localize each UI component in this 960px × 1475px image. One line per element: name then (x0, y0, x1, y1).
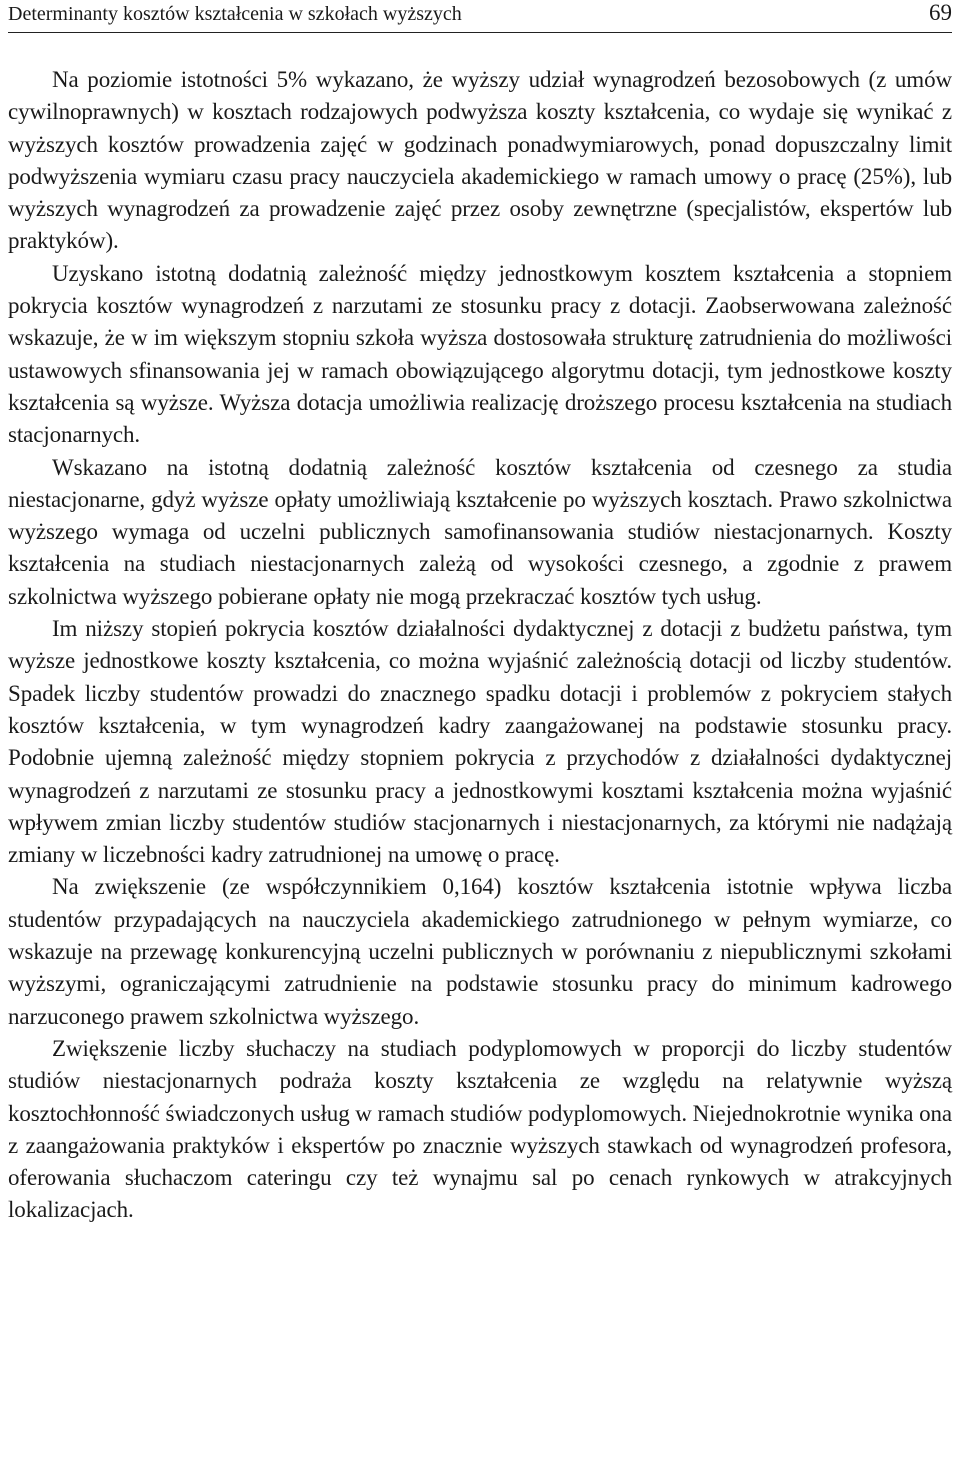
paragraph-3: Wskazano na istotną dodatnią zależność kosztów kształcenia od czesnego za studia niestacjonarne, gdyż wyższe opłaty umożliwiają kształcenie po wyższych kosztach. Prawo szkolnictwa wyższego wymaga od uczelni publicznych samofinansowania studiów niestacjonarnych. Koszty kształcenia na studiach niestacjonarnych zależą od wysokości czesnego, a zgodnie z prawem szkolnictwa wyższego pobierane opłaty nie mogą przekraczać kosztów tych usług. (8, 454, 952, 609)
body-text (8, 64, 952, 1227)
running-header (8, 0, 952, 33)
running-title: Determinanty kosztów kształcenia w szkołach wyższych (8, 3, 462, 25)
page-number: 69 (929, 0, 952, 25)
paragraph-1: Na poziomie istotności 5% wykazano, że wyższy udział wynagrodzeń bezosobowych (z umów cywilnoprawnych) w kosztach rodzajowych podwyższa koszty kształcenia, co wydaje się wynikać z wyższych kosztów prowadzenia zajęć w godzinach ponadwymiarowych, ponad dopuszczalny limit podwyższenia wymiaru czasu pracy nauczyciela akademickiego w ramach umowy o pracę (25%), lub wyższych wynagrodzeń za prowadzenie zajęć przez osoby zewnętrzne (specjalistów, ekspertów lub praktyków). (8, 67, 952, 254)
paragraph-6: Zwiększenie liczby słuchaczy na studiach podyplomowych w proporcji do liczby studentów studiów niestacjonarnych podraża koszty kształcenia ze względu na relatywnie wyższą kosztochłonność świadczonych usług w ramach studiów podyplomowych. Niejednokrotnie wynika ona z zaangażowania praktyków i ekspertów po znacznie wyższych stawkach od wynagrodzeń profesora, oferowania słuchaczom cateringu czy też wynajmu sal po cenach rynkowych w atrakcyjnych lokalizacjach. (8, 1035, 952, 1223)
paragraph-2: Uzyskano istotną dodatnią zależność między jednostkowym kosztem kształcenia a stopniem pokrycia kosztów wynagrodzeń z narzutami ze stosunku pracy z dotacji. Zaobserwowana zależność wskazuje, że w im większym stopniu szkoła wyższa dostosowała strukturę zatrudnienia do możliwości ustawowych sfinansowania jej w ramach obowiązującego algorytmu dotacji, tym jednostkowe koszty kształcenia są wyższe. Wyższa dotacja umożliwia realizację droższego procesu kształcenia na studiach stacjonarnych. (8, 260, 952, 448)
paragraph-4: Im niższy stopień pokrycia kosztów działalności dydaktycznej z dotacji z budżetu państwa, tym wyższe jednostkowe koszty kształcenia, co można wyjaśnić zależnością dotacji od liczby studentów. Spadek liczby studentów prowadzi do znacznego spadku dotacji i problemów z pokryciem stałych kosztów kształcenia, w tym wynagrodzeń kadry zaangażowanej na podstawie stosunku pracy. Podobnie ujemną zależność między stopniem pokrycia z przychodów z działalności dydaktycznej wynagrodzeń z narzutami ze stosunku pracy a jednostkowymi kosztami kształcenia można wyjaśnić wpływem zmian liczby studentów studiów stacjonarnych i niestacjonarnych, za którymi nie nadążają zmiany w liczebności kadry zatrudnionej na umowę o pracę. (8, 616, 952, 868)
paragraph-5: Na zwiększenie (ze współczynnikiem 0,164) kosztów kształcenia istotnie wpływa liczba studentów przypadających na nauczyciela akademickiego zatrudnionego w pełnym wymiarze, co wskazuje na przewagę konkurencyjną uczelni publicznych w porównaniu z niepublicznymi szkołami wyższymi, ograniczającymi zatrudnienie na podstawie stosunku pracy do minimum kadrowego narzuconego prawem szkolnictwa wyższego. (8, 874, 952, 1029)
